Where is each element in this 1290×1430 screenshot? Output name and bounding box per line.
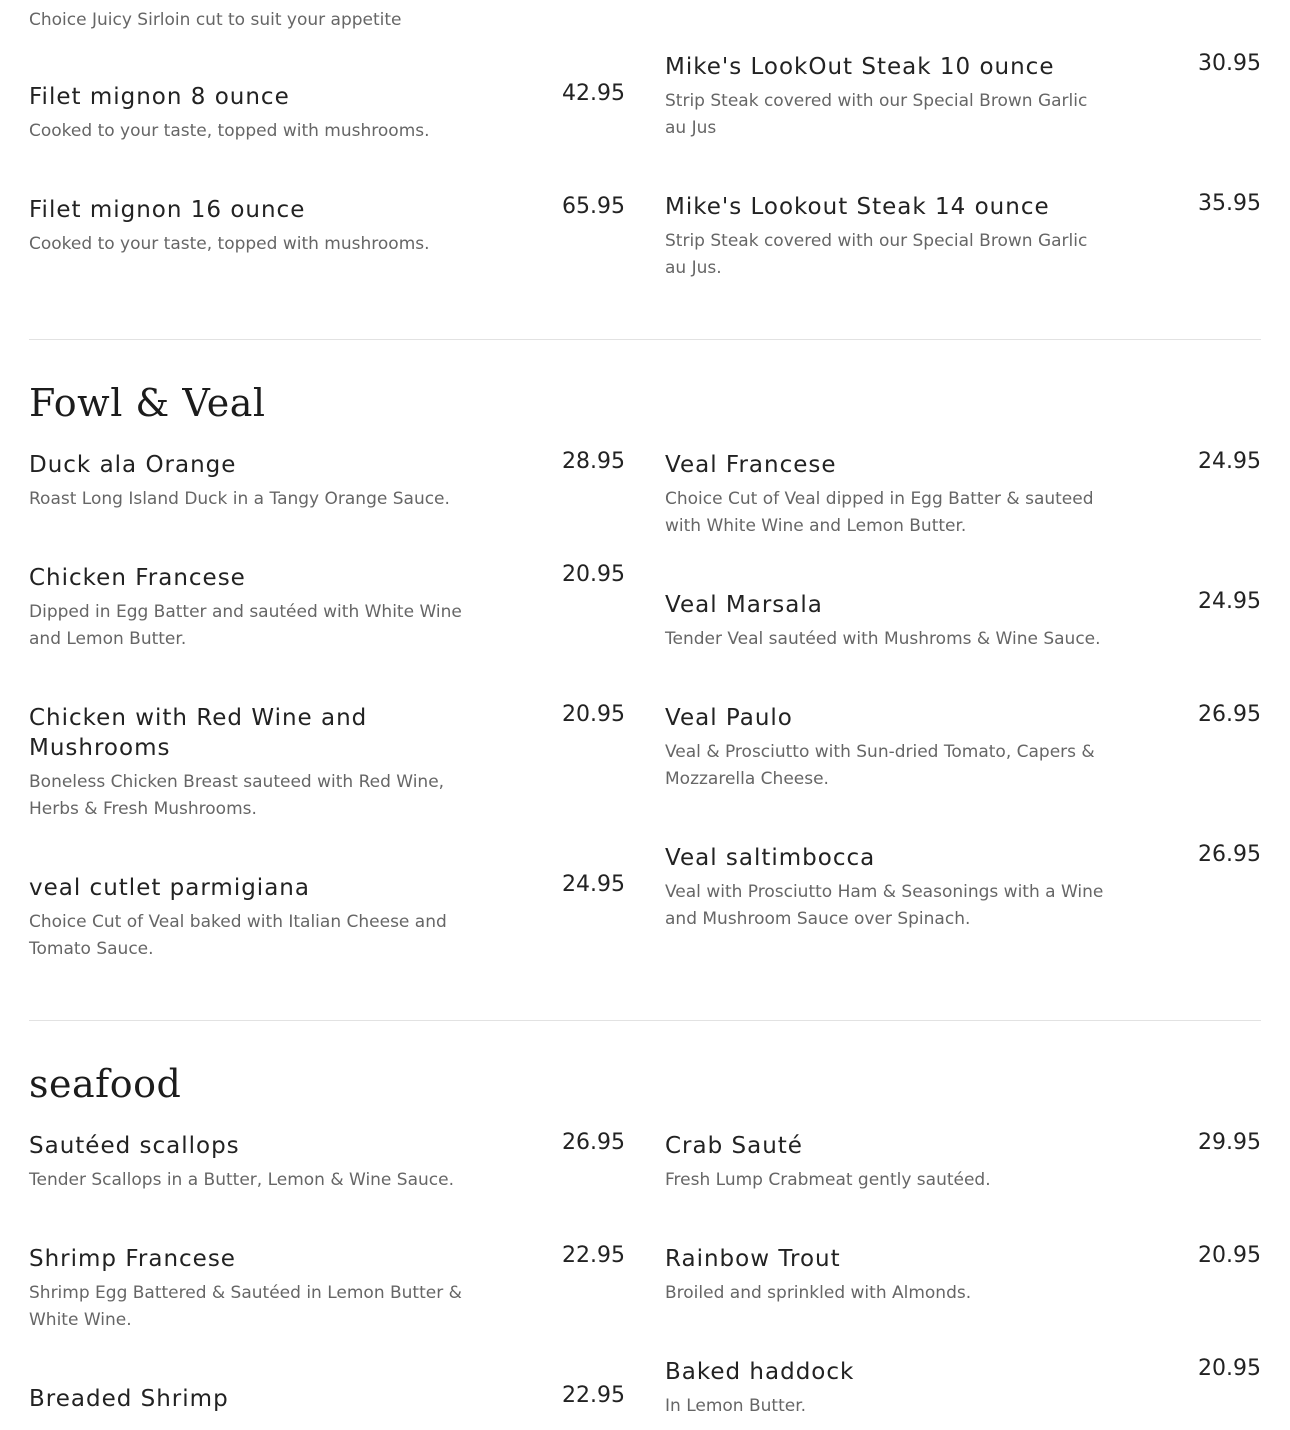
item-description: Broiled and sprinkled with Almonds. bbox=[665, 1283, 972, 1303]
item-name: Veal Francese bbox=[665, 452, 837, 478]
item-name: Breaded Shrimp bbox=[29, 1386, 229, 1412]
item-description: Dipped in Egg Batter and sautéed with White Wine and Lemon Butter. bbox=[29, 602, 462, 649]
item-name: Chicken with Red Wine and Mushrooms bbox=[29, 705, 368, 761]
item-name: Rainbow Trout bbox=[665, 1246, 841, 1272]
item-description: Choice Juicy Sirloin cut to suit your appetite bbox=[29, 10, 402, 30]
item-description: In Lemon Butter. bbox=[665, 1396, 807, 1416]
item-name: Veal Paulo bbox=[665, 705, 793, 731]
item-name: Filet mignon 8 ounce bbox=[29, 84, 290, 110]
item-price: 42.95 bbox=[562, 81, 625, 106]
item-name: Duck ala Orange bbox=[29, 452, 237, 478]
item-name: Mike's Lookout Steak 14 ounce bbox=[665, 194, 1050, 220]
item-price: 24.95 bbox=[1198, 449, 1261, 474]
item-price: 20.95 bbox=[1198, 1243, 1261, 1268]
item-description: Shrimp Egg Battered & Sautéed in Lemon Butter & White Wine. bbox=[29, 1283, 462, 1330]
item-price: 20.95 bbox=[562, 702, 625, 727]
item-name: Veal saltimbocca bbox=[665, 845, 876, 871]
item-description: Veal & Prosciutto with Sun-dried Tomato, Capers & Mozzarella Cheese. bbox=[665, 742, 1095, 789]
item-price: 22.95 bbox=[562, 1243, 625, 1268]
item-description: Tender Scallops in a Butter, Lemon & Wine Sauce. bbox=[29, 1170, 454, 1190]
item-price: 24.95 bbox=[1198, 589, 1261, 614]
item-name: Chicken Francese bbox=[29, 565, 246, 591]
section-divider bbox=[29, 339, 1261, 340]
item-name: Crab Sauté bbox=[665, 1133, 803, 1159]
item-price: 20.95 bbox=[562, 562, 625, 587]
item-name: Veal Marsala bbox=[665, 592, 823, 618]
item-description: Tender Veal sautéed with Mushroms & Wine Sauce. bbox=[665, 629, 1101, 649]
item-name: veal cutlet parmigiana bbox=[29, 875, 310, 901]
item-name: Filet mignon 16 ounce bbox=[29, 197, 306, 223]
item-description: Strip Steak covered with our Special Brown Garlic au Jus bbox=[665, 91, 1088, 138]
item-name: Sautéed scallops bbox=[29, 1133, 240, 1159]
item-name: Baked haddock bbox=[665, 1359, 855, 1385]
section-title-seafood: seafood bbox=[29, 1062, 182, 1106]
item-description: Strip Steak covered with our Special Brown Garlic au Jus. bbox=[665, 231, 1088, 278]
item-description: Choice Cut of Veal dipped in Egg Batter & sauteed with White Wine and Lemon Butter. bbox=[665, 489, 1094, 536]
item-price: 30.95 bbox=[1198, 51, 1261, 76]
item-price: 65.95 bbox=[562, 194, 625, 219]
item-description: Fresh Lump Crabmeat gently sautéed. bbox=[665, 1170, 991, 1190]
item-price: 28.95 bbox=[562, 449, 625, 474]
section-title-fowl-veal: Fowl & Veal bbox=[29, 381, 266, 425]
item-description: Choice Cut of Veal baked with Italian Cheese and Tomato Sauce. bbox=[29, 912, 447, 959]
item-description: Cooked to your taste, topped with mushrooms. bbox=[29, 121, 430, 141]
item-price: 35.95 bbox=[1198, 191, 1261, 216]
item-price: 26.95 bbox=[562, 1130, 625, 1155]
item-price: 24.95 bbox=[562, 872, 625, 897]
item-price: 26.95 bbox=[1198, 702, 1261, 727]
item-price: 22.95 bbox=[562, 1383, 625, 1408]
section-divider bbox=[29, 1020, 1261, 1021]
item-description: Boneless Chicken Breast sauteed with Red Wine, Herbs & Fresh Mushrooms. bbox=[29, 772, 445, 819]
item-price: 20.95 bbox=[1198, 1356, 1261, 1381]
item-name: Shrimp Francese bbox=[29, 1246, 236, 1272]
item-name: Mike's LookOut Steak 10 ounce bbox=[665, 54, 1055, 80]
item-description: Roast Long Island Duck in a Tangy Orange Sauce. bbox=[29, 489, 450, 509]
item-price: 29.95 bbox=[1198, 1130, 1261, 1155]
item-description: Cooked to your taste, topped with mushrooms. bbox=[29, 234, 430, 254]
item-price: 26.95 bbox=[1198, 842, 1261, 867]
item-description: Veal with Prosciutto Ham & Seasonings with a Wine and Mushroom Sauce over Spinach. bbox=[665, 882, 1104, 929]
